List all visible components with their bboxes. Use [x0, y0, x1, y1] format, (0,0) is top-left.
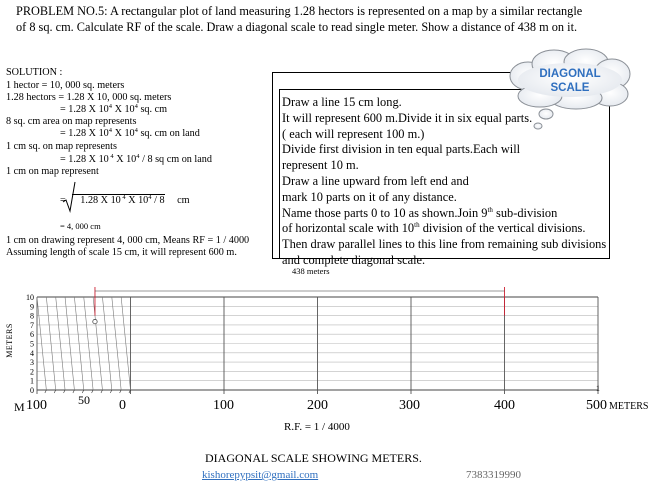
sub-tick-7	[110, 390, 112, 393]
main-label-0: 0	[119, 398, 126, 413]
y-tick-label-3: 3	[30, 358, 34, 368]
y-tick-label-4: 4	[30, 348, 34, 358]
scale-grid	[37, 287, 598, 394]
solution-line-2: 1.28 hectors = 1.28 X 10, 000 sq. meters	[6, 92, 172, 103]
problem-line-2: of 8 sq. cm. Calculate RF of the scale. Draw a diagonal scale to read single meter. Show a distance of 438 m on it.	[16, 20, 578, 34]
diagonal-scale	[0, 260, 648, 481]
step-8: Name those parts 0 to 10 as shown.Join 9th sub-division	[282, 205, 558, 220]
y-tick-label-6: 6	[30, 330, 34, 340]
solution-line-9: = 1.28 X 10 $^4$ X $10^4 / 8$ cm	[60, 194, 190, 206]
y-tick-label-1: 1	[30, 376, 34, 386]
right-unit: METERS	[609, 401, 648, 412]
author-email[interactable]: kishorepypsit@gmail.com	[202, 469, 319, 481]
cloud-title: DIAGONAL SCALE	[539, 68, 601, 94]
sub-tick-1	[54, 390, 56, 393]
reading-point-marker	[93, 319, 97, 323]
step-7: mark 10 parts on it of any distance.	[282, 189, 457, 204]
solution-line-4: 8 sq. cm area on map represents	[6, 116, 137, 127]
main-label-100: 100	[213, 398, 234, 413]
solution-line-8: 1 cm on map represent	[6, 166, 99, 177]
solution-line-7: = 1.28 X 10 $^4$ X $10^4 / 8$ sq cm on land	[60, 153, 212, 165]
solution-heading: SOLUTION :	[6, 67, 63, 78]
step-4: Divide first division in ten equal parts.Each will	[282, 142, 521, 157]
rf-label: R.F. = 1 / 4000	[284, 421, 350, 433]
y-tick-label-5: 5	[30, 339, 34, 349]
solution-line-1: 1 hector = 10, 000 sq. meters	[6, 80, 125, 91]
step-9: of horizontal scale with 10th division of the vertical divisions.	[282, 221, 586, 236]
solution-line-11: 1 cm on drawing represent 4, 000 cm, Means RF = 1 / 4000	[6, 235, 250, 246]
solution-line-3: = 1.28 X $10^4$ X $10^4$ sq. cm	[60, 103, 168, 115]
sub-label-50: 50	[78, 393, 90, 407]
problem-line-1: PROBLEM NO.5: A rectangular plot of land measuring 1.28 hectors is represented on a map by a similar rectangle	[16, 4, 583, 18]
sub-tick-6	[101, 390, 103, 393]
y-axis-label: METERS	[4, 323, 14, 358]
y-tick-label-9: 9	[30, 302, 34, 312]
solution-line-10: = 4, 000 cm	[60, 221, 101, 231]
sub-label-100: 100	[26, 398, 47, 413]
y-tick-label-0: 0	[30, 386, 34, 395]
main-label-400: 400	[494, 398, 515, 413]
main-label-300: 300	[399, 398, 420, 413]
square-root-sign	[62, 180, 76, 214]
left-unit: M	[14, 400, 25, 414]
step-2: It will represent 600 m.Divide it in six equal parts.	[282, 110, 533, 125]
sub-tick-3	[73, 390, 75, 393]
main-label-200: 200	[307, 398, 328, 413]
distance-label: 438 meters	[292, 266, 330, 276]
scale-caption: DIAGONAL SCALE SHOWING METERS.	[205, 451, 422, 465]
solution-line-12: Assuming length of scale 15 cm, it will represent 600 m.	[6, 247, 237, 258]
solution-line-6: 1 cm sq. on map represents	[6, 141, 117, 152]
sub-tick-0	[45, 390, 47, 393]
step-11: and complete diagonal scale.	[282, 252, 426, 267]
y-tick-label-8: 8	[30, 311, 34, 321]
step-6: Draw a line upward from left end and	[282, 173, 469, 188]
sub-tick-2	[64, 390, 66, 393]
solution-line-5: = 1.28 X $10^4$ X $10^4$ sq. cm on land	[60, 127, 200, 139]
step-10: Then draw parallel lines to this line from remaining sub divisions	[282, 237, 607, 252]
scale-labels	[26, 293, 34, 395]
step-1: Draw a line 15 cm long.	[282, 95, 402, 109]
end-mark: 1	[596, 384, 600, 393]
y-tick-label-10: 10	[26, 293, 34, 302]
y-tick-label-2: 2	[30, 367, 34, 377]
step-5: represent 10 m.	[282, 158, 359, 173]
y-tick-label-7: 7	[30, 320, 34, 330]
author-phone: 7383319990	[466, 469, 521, 481]
sub-tick-8	[120, 390, 122, 393]
sub-tick-5	[92, 390, 94, 393]
main-label-500: 500	[586, 398, 607, 413]
step-3: ( each will represent 100 m.)	[282, 126, 425, 141]
problem-statement	[16, 3, 626, 35]
